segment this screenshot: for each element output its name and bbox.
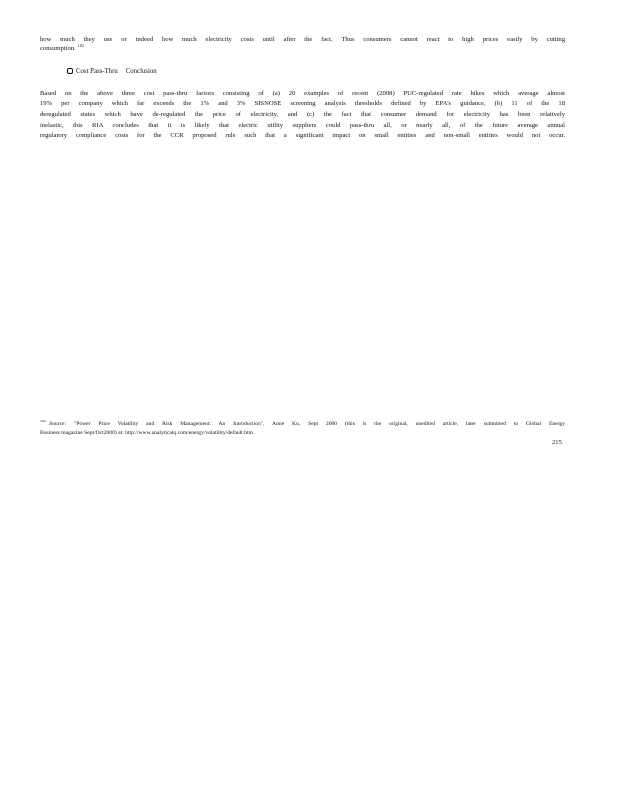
bullet-icon xyxy=(67,68,73,74)
body-text: 19% per company which far exceeds the 1% and 3% SISNOSE screening analysis thresholds defined by EPA's guidance, (b) 11 of the 18 xyxy=(40,100,565,107)
heading-text: Conclusion xyxy=(125,68,157,75)
body-text: inelastic, this RIA concludes that it is likely that electric utility suppliers could pass-thru all, or nearly all, of the future average annual xyxy=(40,122,565,129)
body-text: consumption. xyxy=(40,45,76,52)
footnote-reference[interactable]: 182 xyxy=(77,44,84,48)
footnote-link[interactable]: Business magazine Sept/Oct2000) at: http://www.analyticalq.com/energy/volatility/default.htm. xyxy=(40,430,255,436)
footnote-text: Source: "Power Price Volatility and Risk Management: An Introduction", Anne Ku, Sept 2000 (this is the original, unedited article, later submitted to Global Energy xyxy=(49,421,565,427)
body-text: regulatory compliance costs for the CCR proposed rule such that a significant impact on small entities and non-small entities would not occur. xyxy=(40,132,565,139)
heading-text: Cost Pass-Thru xyxy=(76,68,118,75)
body-text-line xyxy=(40,35,565,44)
page-number: 215 xyxy=(552,439,562,446)
body-text-line xyxy=(40,99,565,108)
footnote-line xyxy=(40,420,565,428)
body-text: Based on the above three cost pass-thru factors consisting of (a) 20 examples of recent (2008) PUC-regulated rate hikes which average almost xyxy=(40,90,565,97)
body-text: deregulated states which have de-regulated the price of electricity, and (c) the fact that consumer demand for electricity has been relatively xyxy=(40,111,565,118)
body-text-line xyxy=(40,121,565,130)
body-text-line xyxy=(40,89,565,98)
footnote-number: 182 xyxy=(40,420,46,424)
footnote-line xyxy=(40,429,565,437)
body-text-line xyxy=(40,131,565,140)
body-text: how much they use or indeed how much electricity costs until after the fact. Thus consumers cannot react to high prices easily by cutting xyxy=(40,36,565,43)
section-heading xyxy=(67,67,157,76)
body-text-line xyxy=(40,44,565,53)
body-text-line xyxy=(40,110,565,119)
